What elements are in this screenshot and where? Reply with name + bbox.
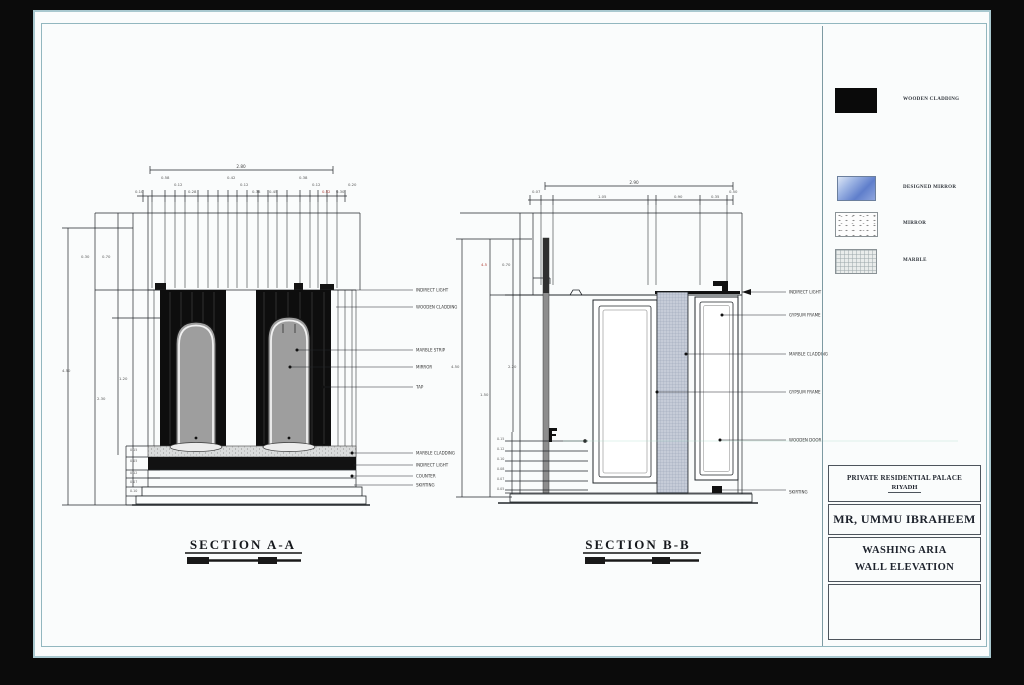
legend-label: MARBLE	[903, 258, 927, 263]
annotation-label: INDIRECT LIGHT	[416, 462, 449, 468]
annotation-label: COUNTER	[416, 473, 436, 479]
legend-swatch-mirror	[835, 212, 878, 237]
dim-label: 0.70	[502, 262, 511, 267]
project-name: PRIVATE RESIDENTIAL PALACE	[847, 474, 962, 482]
dim-label: 0.30	[336, 189, 345, 194]
dim-label: 0.07	[130, 480, 138, 484]
dim-label: 2.20	[508, 364, 517, 369]
dim-label: 0.12	[130, 471, 138, 475]
annotation-label: MARBLE CLADDING	[416, 450, 456, 456]
dim-label: 0.07	[497, 477, 505, 481]
annotation-label: MARBLE CLADDING	[789, 351, 829, 357]
legend-swatch-marble	[835, 249, 877, 274]
dim-label: 0.90	[674, 194, 683, 199]
dim-label: 1.50	[480, 392, 489, 397]
dim-label: 4.50	[451, 364, 460, 369]
dim-label: 0.12	[240, 182, 249, 187]
title-block-empty-row	[828, 584, 981, 640]
dim-label: 0.12	[497, 447, 505, 451]
title-block-client	[828, 504, 981, 535]
dim-label: 0.45	[269, 189, 278, 194]
dim-label: 0.10	[497, 457, 505, 461]
dim-label: 0.10	[130, 489, 138, 493]
annotation-label: GYPSUM FRAME	[789, 312, 821, 318]
section-a-title: SECTION A-A	[189, 537, 297, 552]
annotation-label: INDIRECT LIGHT	[416, 287, 449, 293]
annotation-label: WOODEN DOOR	[789, 437, 822, 443]
dim-label: 0.28	[188, 189, 197, 194]
dim-label: 0.35	[711, 194, 720, 199]
legend-swatch-wooden-cladding	[835, 88, 877, 113]
dim-label: 0.50	[729, 189, 738, 194]
legend-label: MIRROR	[903, 221, 927, 226]
dim-label: 0.15	[130, 448, 138, 452]
dim-label: 0.05	[497, 487, 505, 491]
dim-label: 0.20	[348, 182, 357, 187]
dim-label: 0.58	[161, 175, 170, 180]
legend-label: WOODEN CLADDING	[903, 97, 960, 102]
dim-label: 0.07	[532, 189, 541, 194]
dim-label: 0.38	[299, 175, 308, 180]
annotation-label: MIRROR	[416, 364, 433, 370]
overall-dim: 2.80	[236, 164, 246, 169]
dim-label: 0.70	[102, 254, 111, 259]
annotation-label: SKIRTING	[789, 489, 808, 495]
legend-swatch-designed-mirror	[837, 176, 876, 201]
annotation-label: WOODEN CLADDING	[416, 304, 458, 310]
annotation-label: MARBLE STRIP	[416, 347, 446, 353]
dim-label: 0.05	[130, 459, 138, 463]
annotation-label: GYPSUM FRAME	[789, 389, 821, 395]
legend-label: DESIGNED MIRROR	[903, 185, 957, 190]
dim-label: 0.12	[312, 182, 321, 187]
project-city: RIYADH	[888, 484, 922, 493]
dim-label-red: 0.52	[322, 189, 331, 194]
annotation-label: TAP	[416, 384, 424, 390]
annotation-label: SKIRTING	[416, 482, 435, 488]
dim-label: 0.30	[81, 254, 90, 259]
section-b-title: SECTION B-B	[585, 537, 691, 552]
dim-label: 0.08	[497, 467, 505, 471]
dim-label: 0.12	[174, 182, 183, 187]
client-name: MR, UMMU IBRAHEEM	[833, 512, 976, 526]
overall-dim: 2.90	[629, 180, 639, 185]
dim-label: 0.42	[227, 175, 236, 180]
dim-label: 4.50	[62, 368, 71, 373]
dim-label: 0.10	[135, 189, 144, 194]
dim-label: 0.38	[252, 189, 261, 194]
title-block-drawing-title	[828, 537, 981, 582]
annotation-label: INDIRECT LIGHT	[789, 289, 822, 295]
title-block-project	[828, 465, 981, 502]
dim-label: 1.20	[119, 376, 128, 381]
drawing-title-line1: WASHING ARIA	[862, 545, 947, 557]
dim-label: 1.05	[598, 194, 607, 199]
drawing-title-line2: WALL ELEVATION	[854, 561, 955, 573]
dim-label: 0.15	[497, 437, 505, 441]
dim-label-red: 4.5	[481, 262, 488, 267]
dim-label: 2.30	[97, 396, 106, 401]
